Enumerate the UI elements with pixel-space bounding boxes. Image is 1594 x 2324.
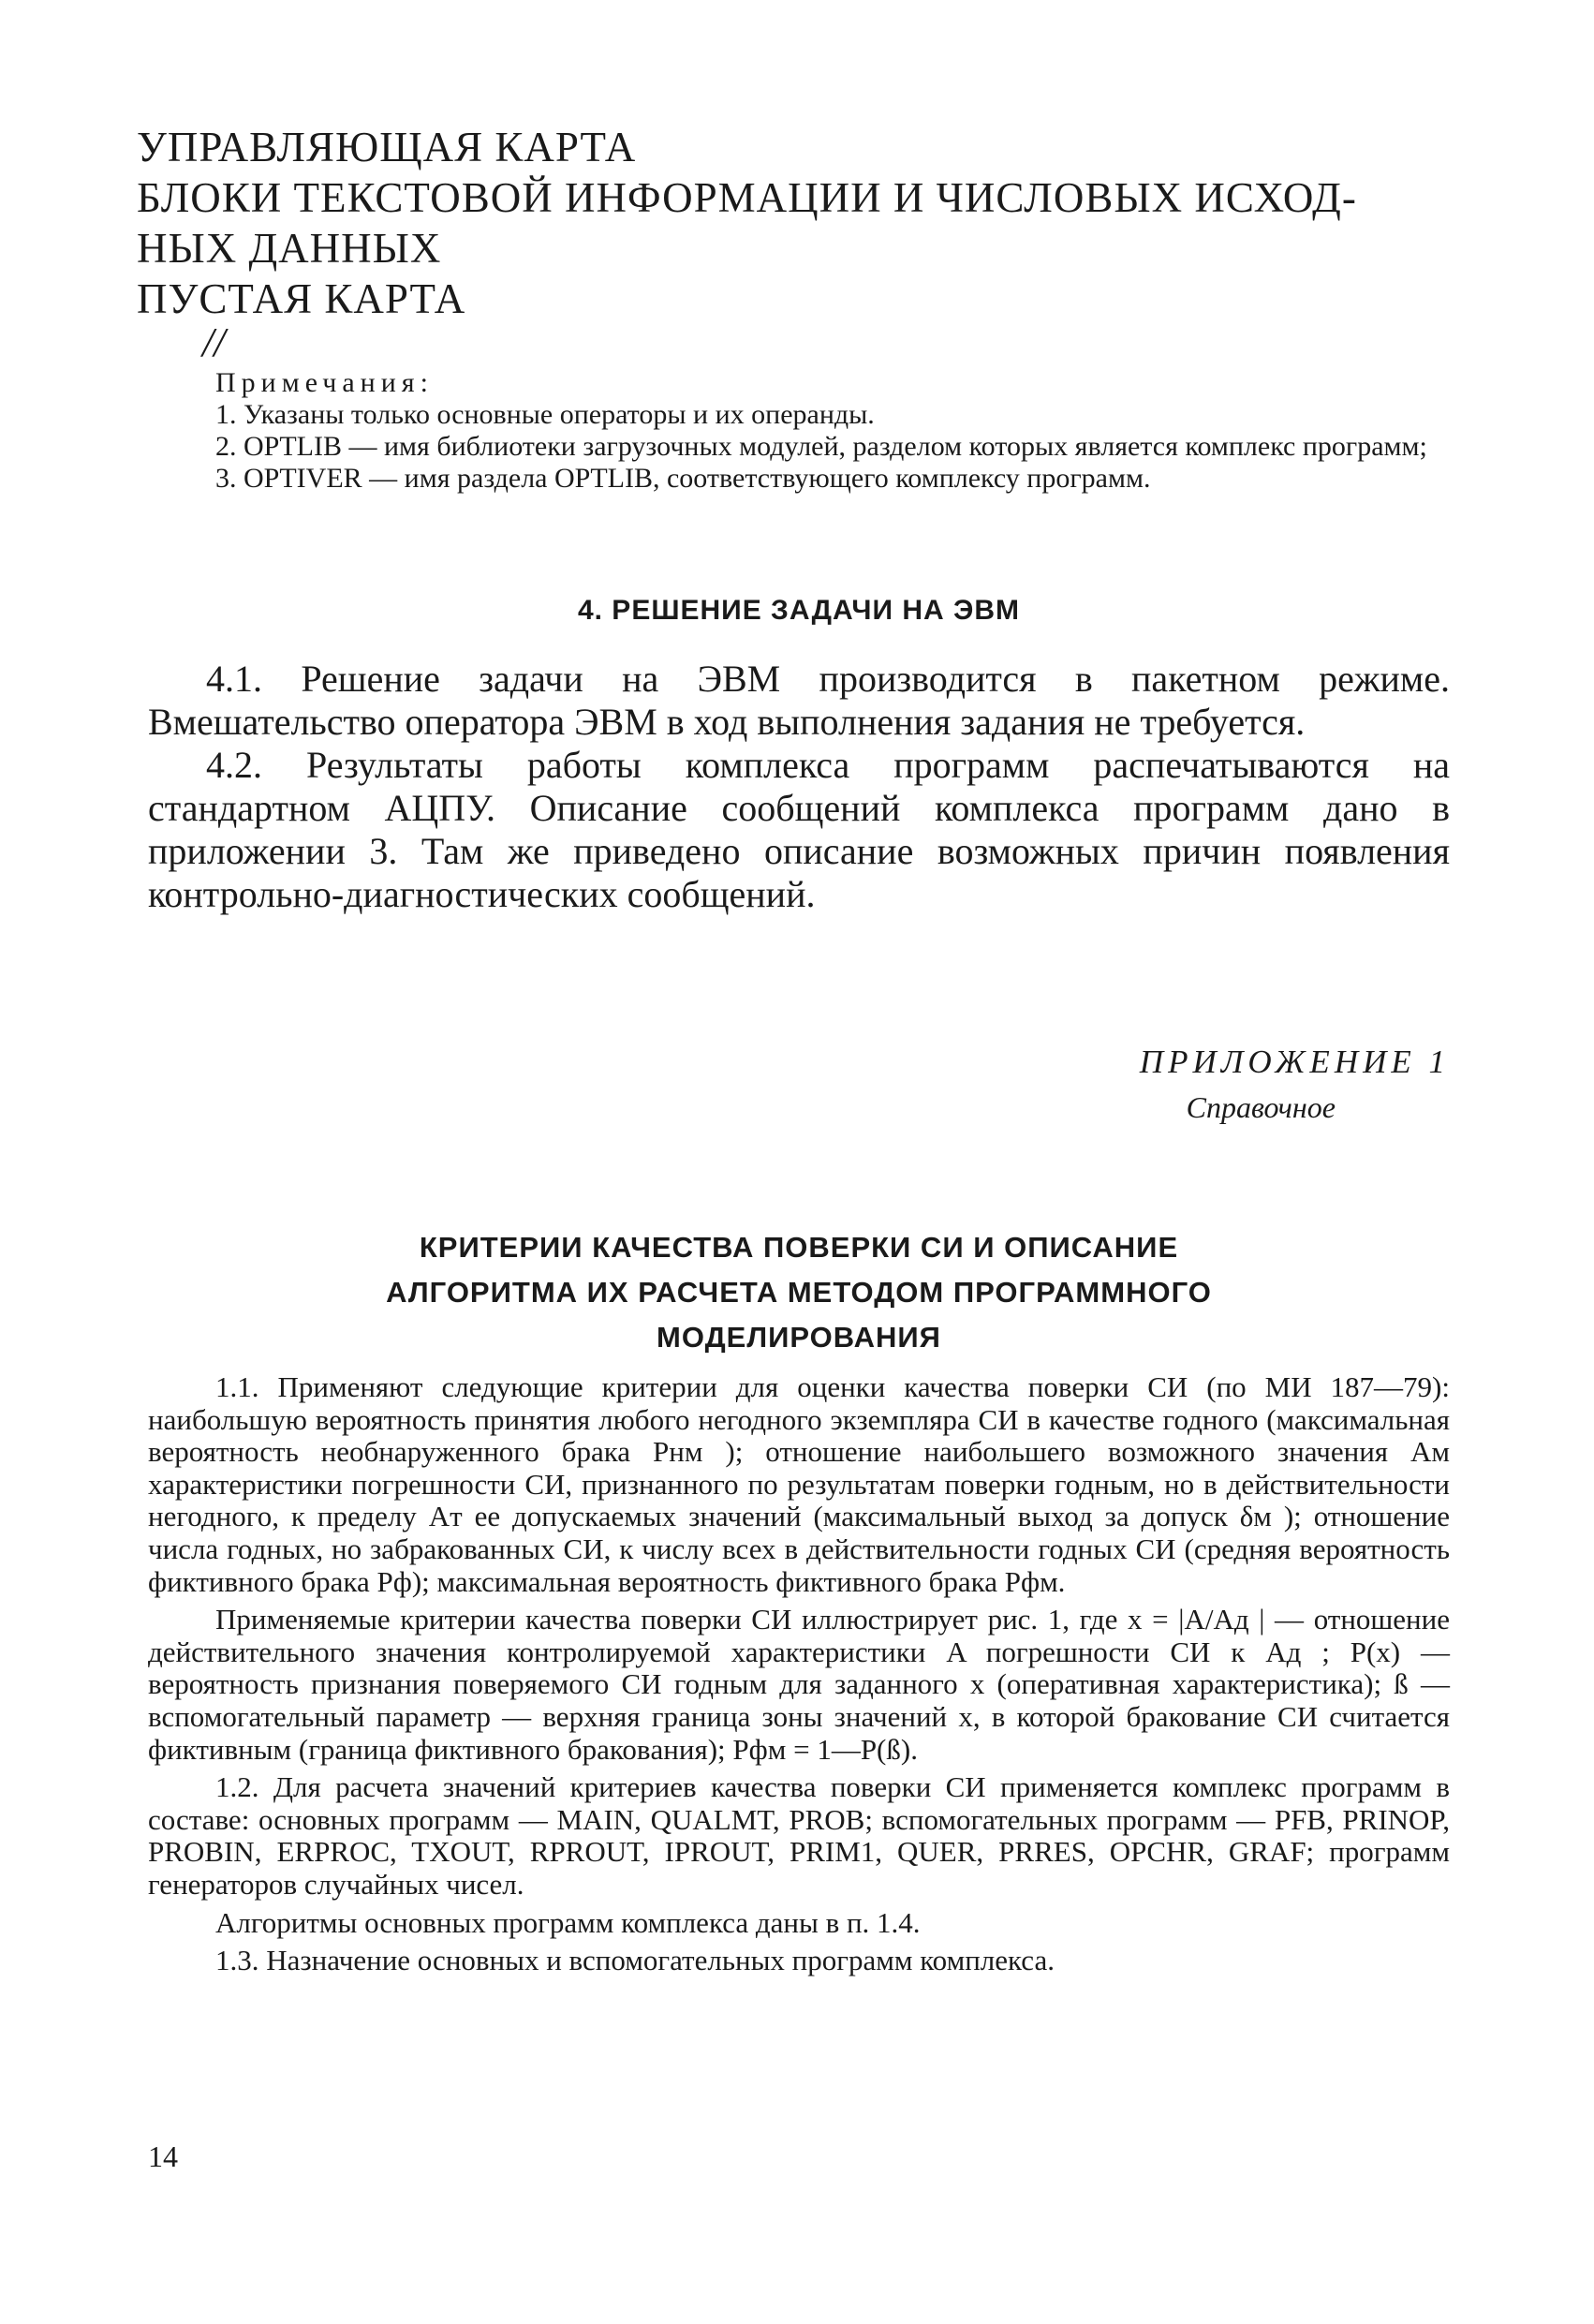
document-page (137, 0, 1450, 2324)
note-item: 1. Указаны только основные операторы и их операнды. (215, 399, 875, 430)
control-cards-list (137, 122, 1467, 324)
card-line: НЫХ ДАННЫХ (137, 225, 442, 272)
section-body (148, 658, 1450, 916)
paragraph: Применяемые критерии качества поверки СИ иллюстрирует рис. 1, где x = |A/Aд | — отношение действительного значения контролируемой характеристики A погрешности СИ к Aд ; P(x) — вероятность признания поверяемого СИ годным для заданного x (оперативная характеристика); ß — вспомогательный параметр — верхняя граница зоны значений x, в которой браковaние СИ считается фиктивным (граница фиктивного браковaния); Pфм = 1—P(ß). (148, 1603, 1450, 1766)
appendix-title (148, 1225, 1450, 1360)
paragraph: 1.3. Назначение основных и вспомогательных программ комплекса. (215, 1944, 1055, 1977)
appendix-title-line: КРИТЕРИИ КАЧЕСТВА ПОВЕРКИ СИ И ОПИСАНИЕ (419, 1231, 1179, 1264)
appendix-label-block (1140, 1040, 1450, 1130)
paragraph: 4.2. Результаты работы комплекса программ распечатываются на стандартном АЦПУ. Описание сообщений комплекса программ дано в приложении 3. Там же приведено описание возможных причин появления контрольно-диагностических сообщений. (148, 744, 1450, 915)
appendix-title-line: МОДЕЛИРОВАНИЯ (657, 1321, 941, 1354)
notes-title: Примечания: (215, 367, 434, 398)
paragraph: 1.2. Для расчета значений критериев качества поверки СИ применяется комплекс программ в составе: основных программ — MAIN, QUALMT, PROB; вспомогательных программ — PFB, PRINOP, PROBIN, ERPROC, TXOUT, RPROUT, IPROUT, PRIM1, QUER, PRRES, OPCHR, GRAF; программ генераторов случайных чисел. (148, 1770, 1450, 1901)
card-line: УПРАВЛЯЮЩАЯ КАРТА (137, 124, 637, 170)
appendix-body (148, 1371, 1450, 1983)
paragraph: Алгоритмы основных программ комплекса даны в п. 1.4. (215, 1905, 921, 1939)
section-heading: 4. РЕШЕНИЕ ЗАДАЧИ НА ЭВМ (577, 595, 1021, 626)
page-number: 14 (148, 2139, 178, 2173)
appendix-type: Справочное (1186, 1090, 1336, 1124)
appendix-title-line: АЛГОРИТМА ИХ РАСЧЕТА МЕТОДОМ ПРОГРАММНОГО (386, 1276, 1212, 1309)
paragraph: 1.1. Применяют следующие критерии для оценки качества поверки СИ (по МИ 187—79): наибольшую вероятность принятия любого негодного экземпляра СИ в качестве годного (максимальная вероятность необнаруженного брака Pнм ); отношение наибольшего возможного значения Aм характеристики погрешности СИ, признанного по результатам поверки годным, но в действительности негодного, к пределу Aт ее допускаемых значений (максимальный выход за допуск δм ); отношение числа годных, но забракованных СИ, к числу всех в действительности годных СИ (средняя вероятность фиктивного брака Pф); максимальная вероятность фиктивного брака Pфм. (148, 1370, 1450, 1598)
end-of-job-marker: // (202, 319, 226, 365)
notes-block (148, 367, 1450, 495)
card-line: ПУСТАЯ КАРТА (137, 275, 466, 322)
note-item: 3. OPTIVER — имя раздела OPTLIB, соответствующего комплексу программ. (215, 463, 1151, 494)
appendix-label: ПРИЛОЖЕНИЕ 1 (1139, 1044, 1450, 1080)
card-line: БЛОКИ ТЕКСТОВОЙ ИНФОРМАЦИИ И ЧИСЛОВЫХ ИСХОД- (137, 174, 1357, 221)
paragraph: 4.1. Решение задачи на ЭВМ производится в пакетном режиме. Вмешательство оператора ЭВМ в ход выполнения задания не требуется. (148, 658, 1450, 743)
note-item: 2. OPTLIB — имя библиотеки загрузочных модулей, разделом которых является комплекс программ; (215, 431, 1427, 462)
